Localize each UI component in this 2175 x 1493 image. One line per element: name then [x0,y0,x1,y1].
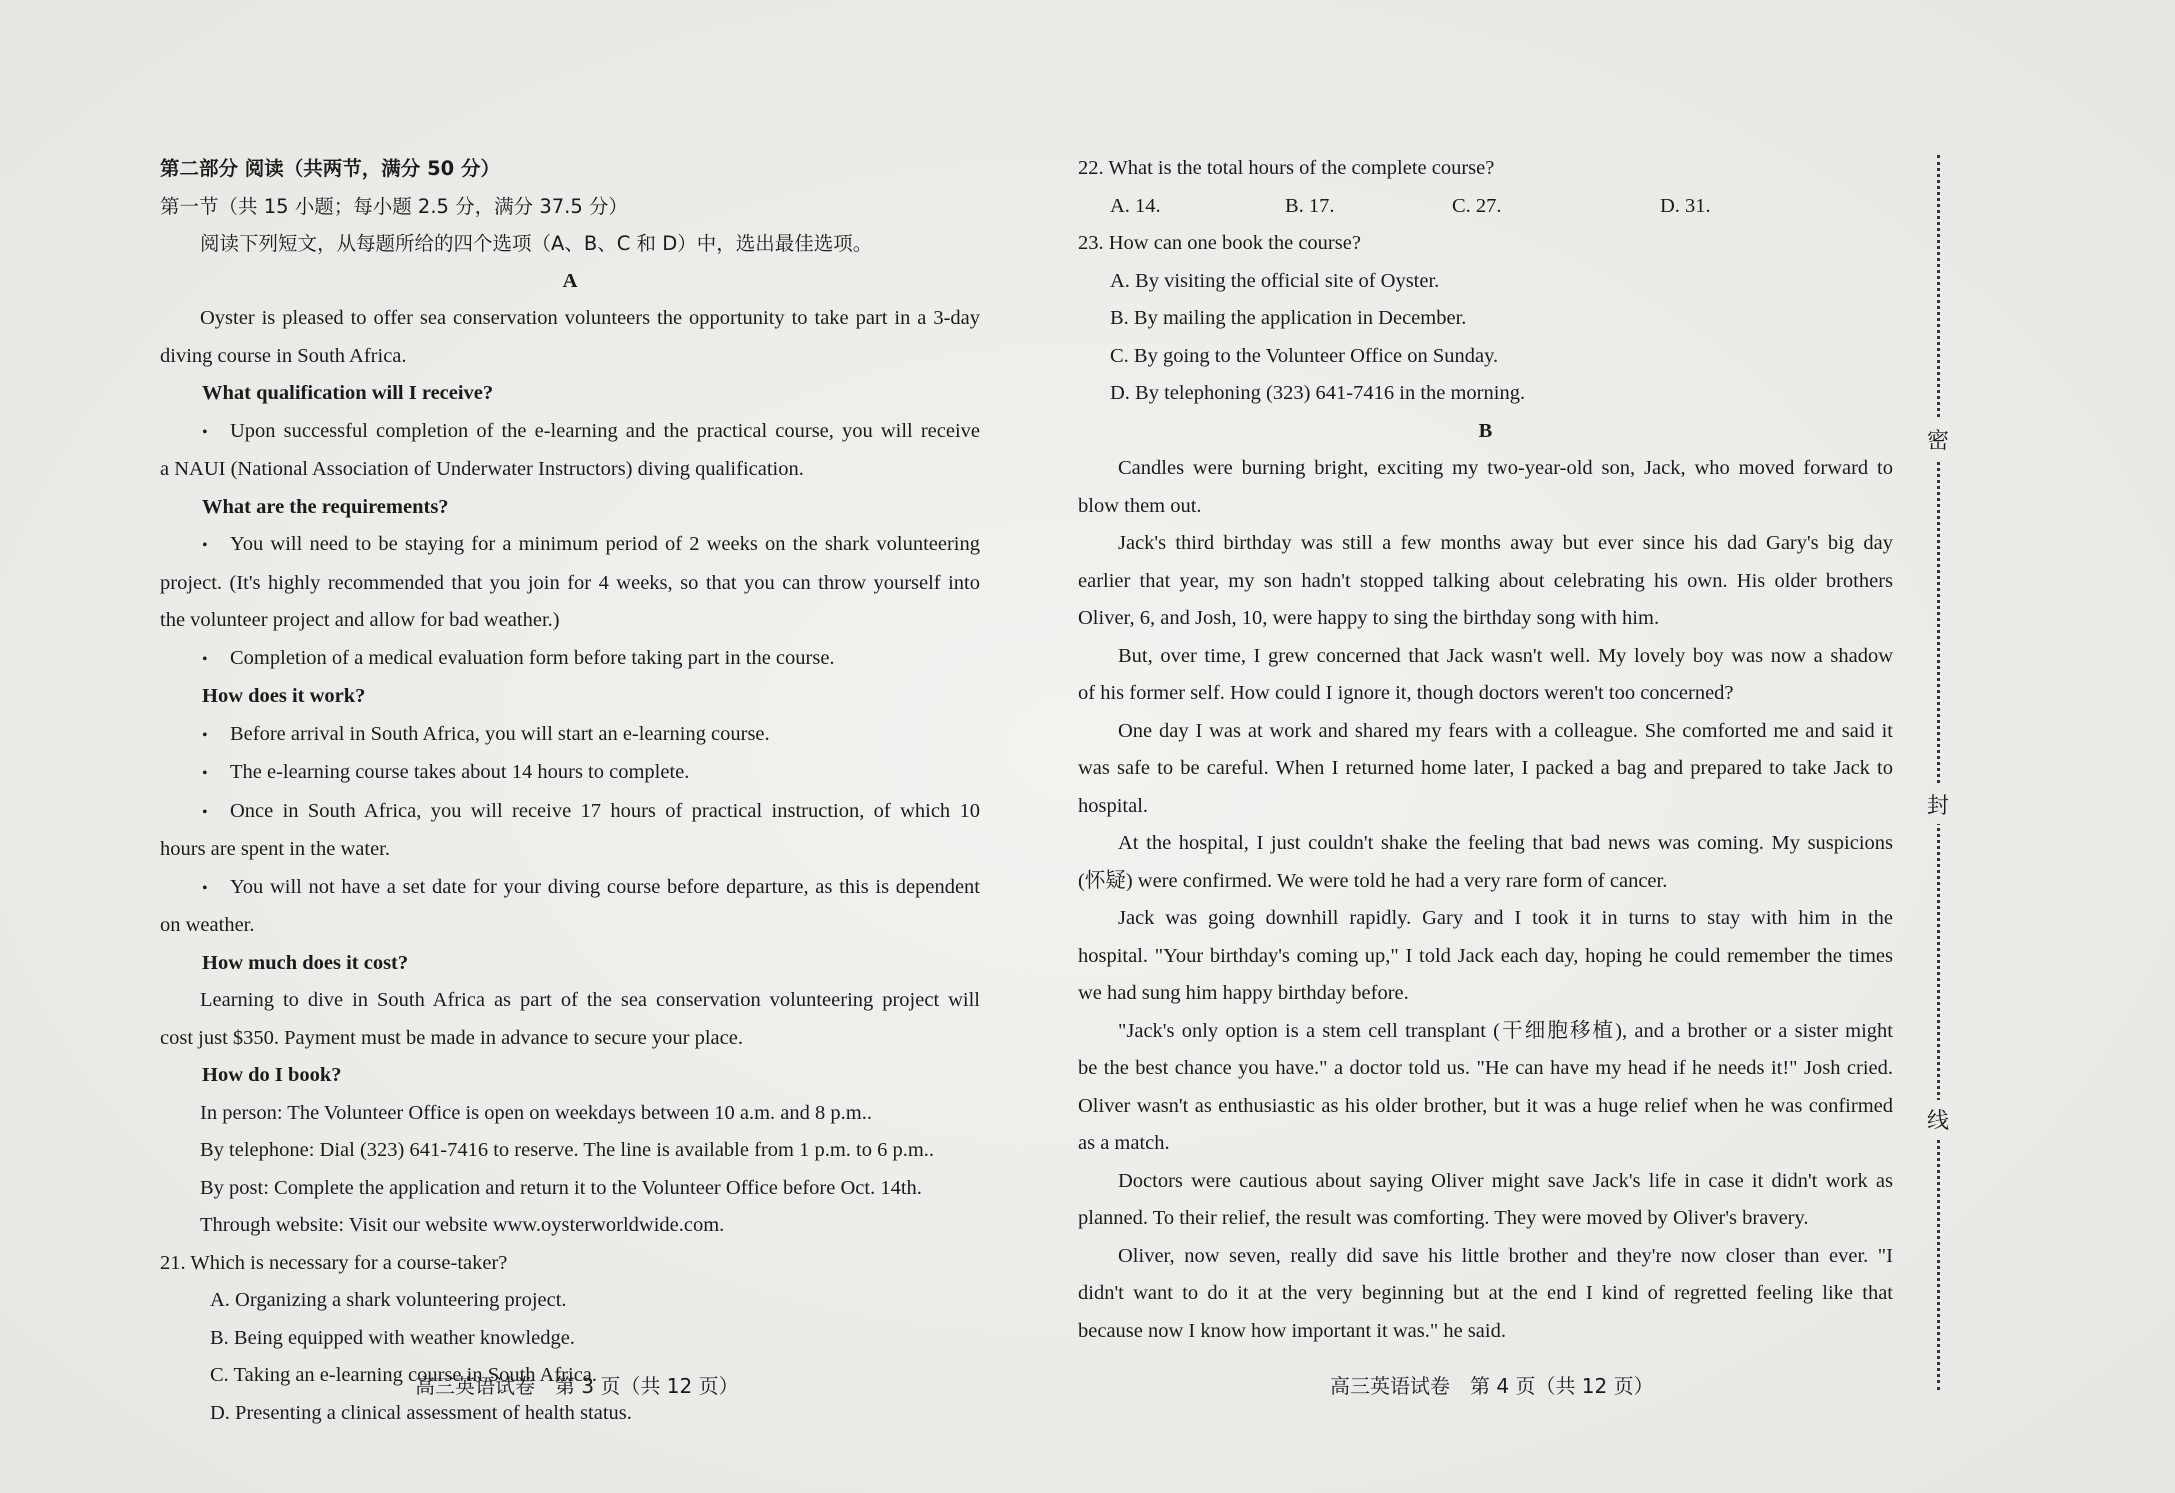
booking-post: By post: Complete the application and return it to the Volunteer Office before Oct. 14th. [200,1176,922,1199]
bullet-item: • Completion of a medical evaluation form before taking part in the course. [160,640,980,679]
passage-b-line: Oliver, 6, and Josh, 10, were happy to sing the birthday song with him. [1078,607,1660,629]
passage-b-line: we had sung him happy birthday before. [1078,982,1409,1004]
passage-b-line: Doctors were cautious about saying Oliver might save Jack's life in case it didn't work as [1118,1169,1893,1192]
heading-booking: How do I book? [202,1064,342,1086]
booking-in-person: In person: The Volunteer Office is open on weekdays between 10 a.m. and 8 p.m.. [200,1101,872,1124]
passage-b-line: earlier that year, my son hadn't stopped talking about celebrating his own. His older brothers [1078,569,1893,592]
passage-b-line: (怀疑) were confirmed. We were told he had a very rare form of cancer. [1078,869,1668,892]
section-header: 第二部分 阅读（共两节，满分 50 分） [160,157,501,180]
right-column [1078,150,1893,1350]
subsection-header: 第一节（共 15 小题；每小题 2.5 分，满分 37.5 分） [160,194,628,218]
passage-b-line: "Jack's only option is a stem cell transplant (干细胞移植), and a brother or a sister might [1118,1019,1893,1042]
passage-b-line: blow them out. [1078,494,1202,517]
heading-qualification: What qualification will I receive? [202,382,494,404]
seal-dotted-line [1937,155,1940,1390]
passage-b-line: as a match. [1078,1132,1170,1154]
passage-b-line: of his former self. How could I ignore it, though doctors weren't too concerned? [1078,682,1734,704]
page-footer-left: 高三英语试卷 第 3 页（共 12 页） [415,1374,739,1398]
seal-char-xian: 线 [1927,1100,1949,1139]
q23-option-d: D. By telephoning (323) 641-7416 in the morning. [1110,382,1526,404]
question-21-stem: 21. Which is necessary for a course-taker? [160,1251,508,1274]
passage-b-line: because now I know how important it was." he said. [1078,1319,1506,1342]
passage-a-intro-line: Oyster is pleased to offer sea conservation volunteers the opportunity to take part in a 3-day [200,307,980,329]
passage-b-line: At the hospital, I just couldn't shake the feeling that bad news was coming. My suspicions [1118,832,1893,854]
bullet-item: • Before arrival in South Africa, you will start an e-learning course. [160,716,980,755]
text-line: cost just $350. Payment must be made in advance to secure your place. [160,1026,743,1049]
q21-option-a: A. Organizing a shark volunteering project. [210,1289,567,1311]
bullet-item: • The e-learning course takes about 14 hours to complete. [160,754,980,793]
q22-options [1078,188,1893,226]
text-line: hours are spent in the water. [160,838,390,860]
q23-option-c: C. By going to the Volunteer Office on Sunday. [1110,344,1499,367]
heading-requirements: What are the requirements? [202,495,449,518]
q22-option-a: A. 14. [1110,194,1161,217]
instruction: 阅读下列短文，从每题所给的四个选项（A、B、C 和 D）中，选出最佳选项。 [200,232,873,255]
heading-how-it-works: How does it work? [202,685,366,707]
seal-char-mi: 密 [1927,420,1949,459]
passage-b-line: didn't want to do it at the very beginning but at the end I kind of regretted feeling like that [1078,1282,1893,1304]
seal-char-feng: 封 [1927,785,1949,824]
passage-b-line: planned. To their relief, the result was comforting. They were moved by Oliver's bravery. [1078,1207,1809,1229]
passage-b-line: But, over time, I grew concerned that Jack wasn't well. My lovely boy was now a shadow [1118,644,1893,667]
question-22-stem: 22. What is the total hours of the complete course? [1078,157,1495,179]
booking-telephone: By telephone: Dial (323) 641-7416 to reserve. The line is available from 1 p.m. to 6 p.m.. [200,1139,935,1161]
passage-b-line: Oliver, now seven, really did save his little brother and they're now closer than ever. "I [1118,1244,1893,1267]
q22-option-b: B. 17. [1285,194,1335,217]
q22-option-c: C. 27. [1452,194,1502,217]
passage-b-line: Jack's third birthday was still a few months away but ever since his dad Gary's big day [1118,532,1893,554]
page-footer-right: 高三英语试卷 第 4 页（共 12 页） [1330,1374,1654,1398]
text-line: Learning to dive in South Africa as part of the sea conservation volunteering project will [200,989,980,1011]
passage-b-line: hospital. [1078,794,1149,817]
q21-option-b: B. Being equipped with weather knowledge. [210,1326,575,1349]
passage-b-line: Candles were burning bright, exciting my two-year-old son, Jack, who moved forward to [1118,457,1893,479]
text-line: a NAUI (National Association of Underwater Instructors) diving qualification. [160,458,804,480]
bullet-item: • You will need to be staying for a minimum period of 2 weeks on the shark volunteering [160,526,980,565]
bullet-item: • Upon successful completion of the e-learning and the practical course, you will receive [160,413,980,452]
text-line: on weather. [160,914,255,936]
q23-option-a: A. By visiting the official site of Oyster. [1110,269,1440,292]
q21-option-c: C. Taking an e-learning course in South Africa. [210,1364,598,1386]
q21-option-d: D. Presenting a clinical assessment of health status. [210,1401,632,1424]
passage-b-line: Oliver wasn't as enthusiastic as his older brother, but it was a huge relief when he was confirmed [1078,1094,1893,1117]
passage-b-line: be the best chance you have." a doctor told us. "He can have my head if he needs it!" Josh cried. [1078,1057,1893,1079]
text-line: project. (It's highly recommended that you join for 4 weeks, so that you can throw yourself into [160,571,980,594]
passage-b-label: B [1478,419,1493,442]
passage-a-label: A [562,269,578,292]
bullet-item: • Once in South Africa, you will receive 17 hours of practical instruction, of which 10 [160,793,980,832]
q23-option-b: B. By mailing the application in December. [1110,307,1467,329]
q22-option-d: D. 31. [1660,194,1711,217]
passage-b-line: One day I was at work and shared my fears with a colleague. She comforted me and said it [1118,719,1893,742]
passage-a-intro-line: diving course in South Africa. [160,344,407,367]
question-23-stem: 23. How can one book the course? [1078,232,1361,254]
text-line: the volunteer project and allow for bad weather.) [160,609,560,631]
left-column [160,150,980,1432]
passage-b-line: hospital. "Your birthday's coming up," I told Jack each day, hoping he could remember the times [1078,944,1893,967]
passage-b-line: Jack was going downhill rapidly. Gary and I took it in turns to stay with him in the [1118,907,1893,929]
passage-b-line: was safe to be careful. When I returned home later, I packed a bag and prepared to take Jack to [1078,757,1893,779]
heading-cost: How much does it cost? [202,951,409,974]
bullet-item: • You will not have a set date for your diving course before departure, as this is dependent [160,869,980,908]
booking-website: Through website: Visit our website www.oysterworldwide.com. [200,1214,725,1236]
